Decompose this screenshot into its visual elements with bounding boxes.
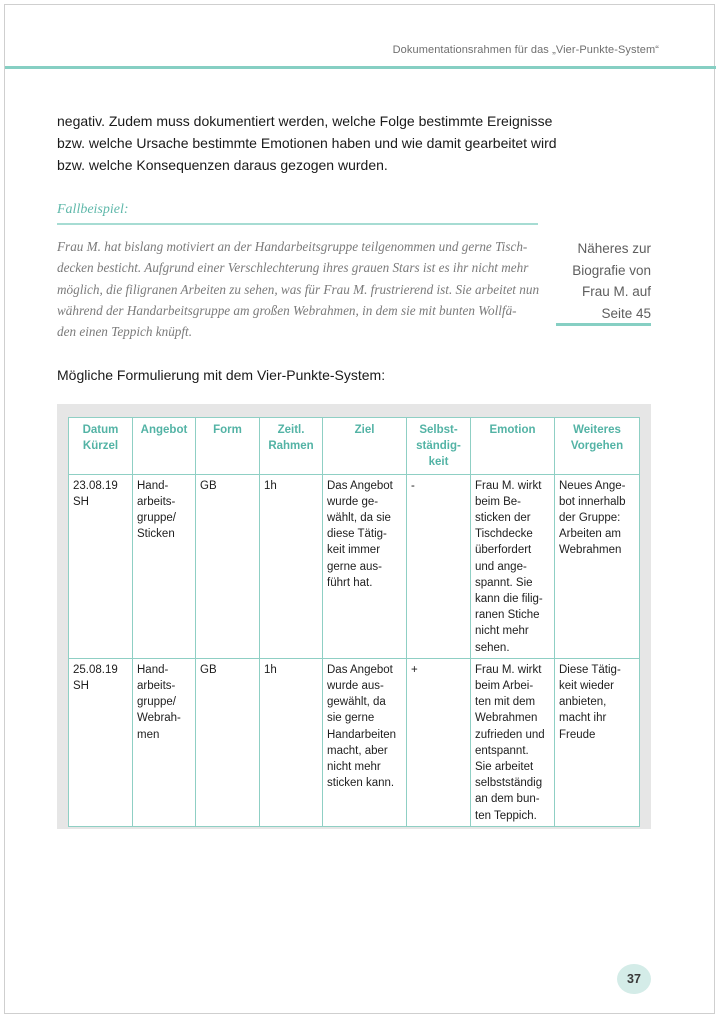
column-header-ziel — [323, 418, 407, 475]
margin-note-line: Seite 45 — [601, 305, 651, 321]
table-row — [69, 474, 640, 658]
column-header-datum-kuerzel — [69, 418, 133, 475]
table-cell-line: Neues Ange- — [559, 479, 626, 492]
table-cell-line: zufrieden und — [475, 728, 545, 741]
table-cell-line: Das Angebot — [327, 663, 393, 676]
table-cell-line: nicht mehr — [475, 625, 529, 638]
case-line: Frau M. hat bislang motiviert an der Handarbeitsgruppe teilgenommen und gerne Tisch- — [57, 239, 528, 254]
table-cell-line: selbstständig — [475, 777, 543, 790]
table-cell-line: Diese Tätig- — [559, 663, 621, 676]
column-header-selbststaendigkeit — [407, 418, 471, 475]
table-header-row — [69, 418, 640, 475]
table-cell-line: sie gerne — [327, 712, 375, 725]
table-cell-zeitl-rahmen — [260, 658, 323, 826]
table-cell-line: Sie arbeitet — [475, 761, 534, 774]
table-cell-selbststaendigkeit — [407, 658, 471, 826]
table-cell-line: 1h — [264, 663, 277, 676]
documentation-table — [68, 417, 640, 827]
case-line: den einen Teppich knüpft. — [57, 324, 193, 340]
table-body — [69, 474, 640, 826]
table-cell-datum-kuerzel — [69, 658, 133, 826]
table-cell-form — [196, 658, 260, 826]
table-cell-line: bot innerhalb — [559, 495, 626, 508]
column-header-line: Datum — [82, 424, 119, 436]
column-header-line: Form — [213, 424, 242, 436]
table-cell-line: ranen Stiche — [475, 609, 540, 622]
table-cell-line: Hand- — [137, 479, 169, 492]
table-cell-line: entspannt. — [475, 744, 529, 757]
table-cell-line: beim Arbei- — [475, 680, 534, 693]
table-cell-line: 25.08.19 — [73, 663, 118, 676]
table-cell-line: wählt, da sie — [327, 512, 391, 525]
intro-line: bzw. welche Konsequenzen daraus gezogen wurden. — [57, 157, 388, 173]
table-cell-line: + — [411, 663, 418, 676]
running-header: Dokumentationsrahmen für das „Vier-Punkte-System“ — [392, 44, 659, 56]
table-cell-form — [196, 474, 260, 658]
column-header-form — [196, 418, 260, 475]
column-header-line: keit — [428, 456, 449, 469]
table-cell-line: ten mit dem — [475, 696, 536, 709]
table-cell-line: sehen. — [475, 641, 510, 654]
column-header-line: Kürzel — [82, 440, 119, 453]
table-cell-zeitl-rahmen — [260, 474, 323, 658]
table-cell-line: 23.08.19 — [73, 479, 118, 492]
table-cell-line: 1h — [264, 479, 277, 492]
table-cell-line: Webrahmen — [475, 712, 538, 725]
table-cell-line: arbeits- — [137, 680, 176, 693]
page-number: 37 — [617, 964, 651, 994]
table-cell-line: anbieten, — [559, 696, 607, 709]
table-cell-line: keit immer — [327, 544, 381, 557]
table-cell-line: an dem bun- — [475, 793, 540, 806]
column-header-line: Vorgehen — [570, 440, 624, 453]
table-cell-line: gruppe/ — [137, 512, 177, 525]
table-cell-ziel — [323, 658, 407, 826]
case-example-text — [57, 236, 542, 342]
table-cell-line: wurde aus- — [327, 680, 384, 693]
column-header-emotion — [471, 418, 555, 475]
table-cell-emotion — [471, 474, 555, 658]
column-header-line: Zeitl. — [277, 424, 305, 436]
table-cell-line: GB — [200, 479, 217, 492]
table-cell-line: diese Tätig- — [327, 528, 387, 541]
table-cell-line: gruppe/ — [137, 696, 177, 709]
table-cell-weiteres-vorgehen — [555, 474, 640, 658]
table-cell-line: - — [411, 479, 415, 492]
table-cell-line: spannt. Sie — [475, 576, 533, 589]
table-cell-line: ten Teppich. — [475, 809, 537, 822]
margin-note — [556, 238, 651, 324]
column-header-line: ständig- — [416, 440, 461, 453]
column-header-line: Weiteres — [573, 424, 621, 436]
table-cell-ziel — [323, 474, 407, 658]
table-cell-line: kann die filig- — [475, 593, 543, 606]
margin-note-line: Frau M. auf — [581, 284, 651, 299]
intro-paragraph — [57, 110, 557, 176]
table-cell-line: gewählt, da — [327, 696, 386, 709]
table-cell-line: Webrah- — [137, 712, 181, 725]
column-header-line: Angebot — [140, 424, 188, 436]
column-header-zeitl-rahmen — [260, 418, 323, 475]
table-cell-line: Sticken — [137, 528, 175, 541]
column-header-line: Ziel — [354, 424, 375, 436]
table-cell-line: SH — [73, 680, 89, 693]
column-header-line: Rahmen — [268, 440, 314, 453]
table-cell-line: Hand- — [137, 663, 169, 676]
intro-line: negativ. Zudem muss dokumentiert werden, welche Folge bestimmte Ereignisse — [57, 113, 553, 129]
table-cell-line: nicht mehr — [327, 761, 381, 774]
case-line: während der Handarbeitsgruppe am großen Webrahmen, in dem sie mit bunten Wollfä- — [57, 302, 517, 318]
table-cell-line: Handarbeiten — [327, 728, 397, 741]
table-row — [69, 658, 640, 826]
column-header-angebot — [133, 418, 196, 475]
table-cell-line: Das Angebot — [327, 479, 393, 492]
table-cell-weiteres-vorgehen — [555, 658, 640, 826]
case-example-rule — [57, 223, 538, 225]
case-example-label: Fallbeispiel: — [57, 202, 129, 217]
table-cell-line: der Gruppe: — [559, 512, 621, 525]
table-cell-line: SH — [73, 495, 89, 508]
table-cell-line: und ange- — [475, 560, 527, 573]
table-cell-line: Webrahmen — [559, 544, 622, 557]
table-cell-selbststaendigkeit — [407, 474, 471, 658]
table-cell-line: beim Be- — [475, 495, 522, 508]
table-cell-line: men — [137, 728, 160, 741]
table-cell-line: sticken der — [475, 512, 531, 525]
margin-note-line: Näheres zur — [577, 241, 651, 256]
intro-line: bzw. welche Ursache bestimmte Emotionen haben und wie damit gearbeitet wird — [57, 135, 557, 151]
margin-note-line: Biografie von — [572, 262, 651, 278]
table-cell-line: führt hat. — [327, 576, 373, 589]
table-cell-datum-kuerzel — [69, 474, 133, 658]
table-cell-line: sticken kann. — [327, 777, 395, 790]
table-cell-line: überfordert — [475, 544, 532, 557]
table-cell-line: Freude — [559, 728, 596, 741]
header-rule — [5, 66, 716, 69]
table-cell-line: GB — [200, 663, 217, 676]
table-cell-line: keit wieder — [559, 680, 614, 693]
table-cell-line: Arbeiten am — [559, 528, 622, 541]
table-cell-line: Frau M. wirkt — [475, 479, 542, 492]
table-cell-line: Frau M. wirkt — [475, 663, 542, 676]
margin-note-rule — [556, 323, 651, 326]
table-cell-angebot — [133, 658, 196, 826]
column-header-line: Emotion — [489, 424, 536, 436]
table-cell-line: arbeits- — [137, 495, 176, 508]
case-line: decken besticht. Aufgrund einer Verschlechterung ihres grauen Stars ist es ihr nicht mehr — [57, 260, 529, 276]
column-header-line: Selbst- — [419, 424, 458, 436]
formulation-label: Mögliche Formulierung mit dem Vier-Punkte-System: — [57, 367, 386, 383]
table-cell-line: wurde ge- — [327, 495, 379, 508]
table-cell-line: Tischdecke — [475, 528, 533, 541]
table-cell-emotion — [471, 658, 555, 826]
table-cell-line: gerne aus- — [327, 560, 382, 573]
table-cell-angebot — [133, 474, 196, 658]
column-header-weiteres-vorgehen — [555, 418, 640, 475]
table-cell-line: macht, aber — [327, 744, 388, 757]
case-line: möglich, die filigranen Arbeiten zu sehen, was für Frau M. frustrierend ist. Sie arbeitet nun — [57, 281, 540, 297]
table-panel — [57, 404, 651, 829]
table-cell-line: macht ihr — [559, 712, 607, 725]
